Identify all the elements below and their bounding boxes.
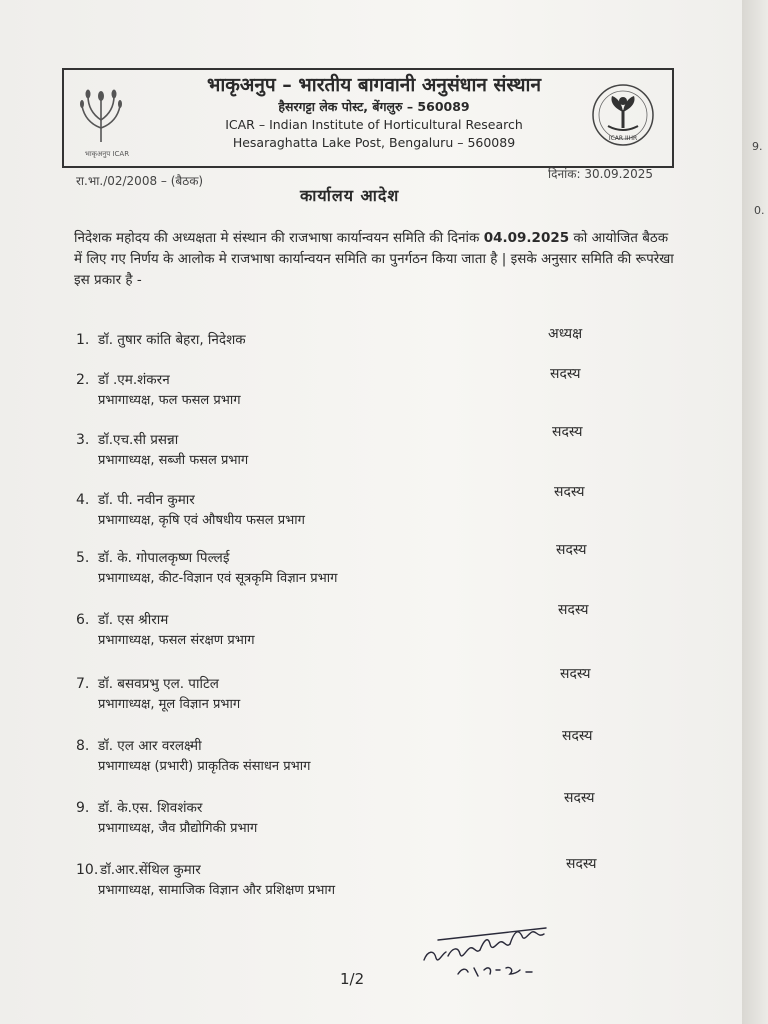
- order-date: दिनांक: 30.09.2025: [548, 167, 654, 181]
- member-number: 10.: [76, 862, 99, 878]
- handwritten-signature: [418, 910, 568, 990]
- member-role: सदस्य: [554, 484, 585, 500]
- member-role: सदस्य: [566, 856, 597, 872]
- member-name: डॉ.एच.सी प्रसन्ना: [98, 432, 179, 448]
- member-role: सदस्य: [550, 366, 581, 382]
- member-designation: प्रभागाध्यक्ष, फल फसल प्रभाग: [98, 393, 241, 408]
- member-designation: प्रभागाध्यक्ष, मूल विज्ञान प्रभाग: [98, 697, 241, 712]
- member-number: 4.: [76, 492, 90, 508]
- member-role: सदस्य: [564, 790, 595, 806]
- wheat-emblem-icon: [76, 80, 126, 150]
- next-page-edge: [742, 0, 768, 1024]
- institute-hindi-address: हैसरगट्टा लेक पोस्ट, बेंगलुरु – 560089: [278, 99, 470, 114]
- member-designation: प्रभागाध्यक्ष (प्रभारी) प्राकृतिक संसाधन प्रभाग: [98, 759, 311, 774]
- icar-logo: [76, 80, 130, 160]
- member-designation: प्रभागाध्यक्ष, फसल संरक्षण प्रभाग: [98, 633, 255, 648]
- member-name: डॉ.आर.सेंथिल कुमार: [100, 862, 201, 878]
- member-role: सदस्य: [558, 602, 589, 618]
- order-title: कार्यालय आदेश: [300, 186, 400, 205]
- member-number: 3.: [76, 432, 90, 448]
- signature-icon: [418, 910, 568, 990]
- member-name: डॉ. के.एस. शिवशंकर: [98, 800, 203, 816]
- member-designation: प्रभागाध्यक्ष, जैव प्रौद्योगिकी प्रभाग: [98, 821, 258, 836]
- member-name: डॉ. तुषार कांति बेहरा, निदेशक: [98, 332, 246, 348]
- member-name: डॉ. एस श्रीराम: [98, 612, 169, 628]
- iihr-logo-caption: ICAR IIHR: [608, 135, 638, 142]
- icar-logo-caption: भाकृअनुप ICAR: [84, 150, 130, 158]
- letterhead: [62, 68, 674, 168]
- member-number: 5.: [76, 550, 90, 566]
- member-name: डॉ .एम.शंकरन: [98, 372, 170, 388]
- iihr-logo: [590, 82, 656, 148]
- institute-hindi-title: भाकृअनुप – भारतीय बागवानी अनुसंधान संस्थान: [206, 74, 542, 96]
- member-name: डॉ. एल आर वरलक्ष्मी: [98, 738, 202, 754]
- member-number: 9.: [76, 800, 90, 816]
- reference-number: रा.भा./02/2008 – (बैठक): [76, 174, 204, 188]
- institute-english-address: Hesaraghatta Lake Post, Bengaluru – 560089: [232, 135, 516, 150]
- intro-text-part1: निदेशक महोदय की अध्यक्षता मे संस्थान की राजभाषा कार्यान्वयन समिति की दिनांक: [74, 230, 480, 246]
- member-designation: प्रभागाध्यक्ष, कीट-विज्ञान एवं सूत्रकृमि विज्ञान प्रभाग: [98, 571, 338, 586]
- member-number: 7.: [76, 676, 90, 692]
- member-role: सदस्य: [552, 424, 583, 440]
- member-role: सदस्य: [560, 666, 591, 682]
- iihr-emblem-icon: [590, 82, 656, 148]
- member-name: डॉ. पी. नवीन कुमार: [98, 492, 195, 508]
- member-number: 8.: [76, 738, 90, 754]
- member-role: सदस्य: [556, 542, 587, 558]
- page-number: 1/2: [340, 970, 365, 988]
- intro-paragraph: [74, 228, 674, 291]
- member-role: सदस्य: [562, 728, 593, 744]
- member-name: डॉ. बसवप्रभु एल. पाटिल: [98, 676, 219, 692]
- member-name: डॉ. के. गोपालकृष्ण पिल्लई: [98, 550, 230, 566]
- member-number: 2.: [76, 372, 90, 388]
- meeting-date: 04.09.2025: [483, 230, 570, 246]
- member-designation: प्रभागाध्यक्ष, सामाजिक विज्ञान और प्रशिक्षण प्रभाग: [98, 883, 336, 898]
- edge-mark: 9.: [752, 140, 763, 153]
- institute-english-title: ICAR – Indian Institute of Horticultural Research: [225, 117, 523, 132]
- edge-mark: 0.: [754, 204, 765, 217]
- member-designation: प्रभागाध्यक्ष, कृषि एवं औषधीय फसल प्रभाग: [98, 513, 305, 528]
- member-number: 6.: [76, 612, 90, 628]
- member-number: 1.: [76, 332, 90, 348]
- intro-text-part2: को आयोजित बैठक में लिए गए निर्णय के आलोक मे राजभाषा कार्यान्वयन समिति का पुनर्गठन किया जाता है | इसके अनुसार समिति की रूपरेखा इस प्रकार है -: [74, 230, 674, 288]
- member-designation: प्रभागाध्यक्ष, सब्जी फसल प्रभाग: [98, 453, 249, 468]
- member-role: अध्यक्ष: [548, 326, 583, 342]
